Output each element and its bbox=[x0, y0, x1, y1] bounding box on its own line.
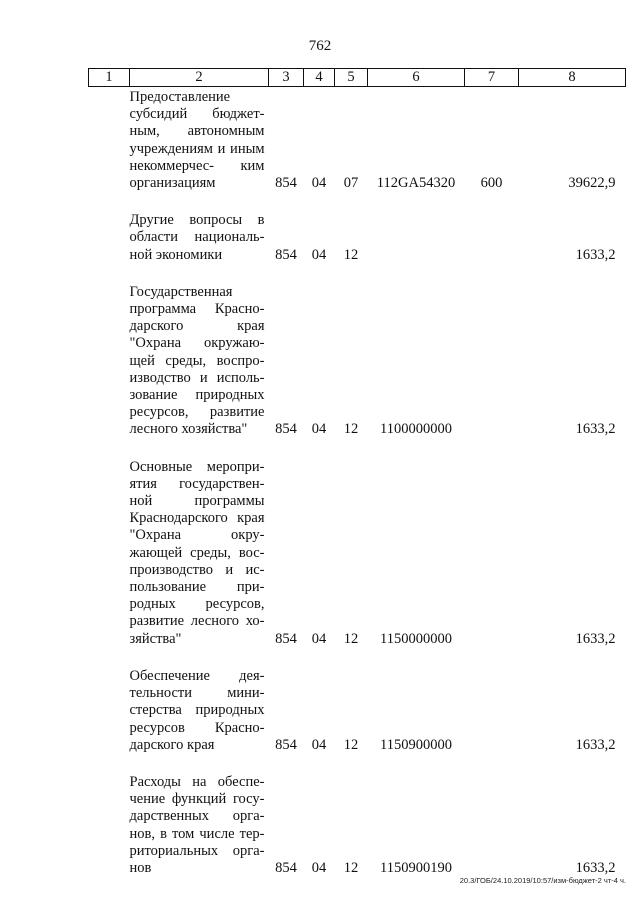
header-col-8: 8 bbox=[519, 69, 626, 87]
table-row bbox=[89, 192, 626, 264]
table-row bbox=[89, 439, 626, 648]
table-row bbox=[89, 264, 626, 439]
row-amount: 1633,2 bbox=[575, 630, 616, 647]
row-name: Основные меропри- ятия государствен- ной программы Краснодарского края "Охрана окру- жающей среды, вос- производство и ис- пользование при- родных ресурсов, развитие лесного хо- зяйства" bbox=[129, 458, 265, 647]
row-name: Обеспечение дея- тельности мини- стерства природных ресурсов Красно- дарского края bbox=[129, 667, 265, 753]
row-target-article: 1150900000 bbox=[380, 736, 452, 753]
row-subsection: 12 bbox=[343, 246, 359, 263]
row-ministry-code: 854 bbox=[275, 421, 297, 438]
row-name: Расходы на обеспе- чение функций госу- дарственных орга- нов, в том числе тер- риториальных орга- нов bbox=[129, 773, 265, 876]
row-expense-type bbox=[465, 439, 519, 648]
budget-table bbox=[88, 68, 626, 877]
row-amount: 39622,9 bbox=[568, 175, 616, 192]
row-target-article: 1150000000 bbox=[380, 630, 452, 647]
row-subsection: 12 bbox=[343, 630, 359, 647]
row-amount: 1633,2 bbox=[575, 859, 616, 876]
row-name: Государственная программа Красно- дарского края "Охрана окружаю- щей среды, воспро- изводство и исполь- зование природных ресурсов, развитие лесного хозяйства" bbox=[129, 283, 265, 438]
row-expense-type bbox=[465, 192, 519, 264]
row-target-article: 1100000000 bbox=[380, 421, 452, 438]
row-amount: 1633,2 bbox=[575, 421, 616, 438]
row-section: 04 bbox=[311, 859, 327, 876]
row-subsection: 12 bbox=[343, 736, 359, 753]
row-ministry-code: 854 bbox=[275, 630, 297, 647]
row-ministry-code: 854 bbox=[275, 175, 297, 192]
row-section: 04 bbox=[311, 630, 327, 647]
header-col-3: 3 bbox=[269, 69, 304, 87]
row-section: 04 bbox=[311, 736, 327, 753]
row-expense-type bbox=[465, 754, 519, 877]
header-row bbox=[89, 69, 626, 87]
row-target-article: 112GA54320 bbox=[376, 175, 456, 192]
row-ministry-code: 854 bbox=[275, 246, 297, 263]
page-number: 762 bbox=[308, 38, 332, 54]
header-col-5: 5 bbox=[335, 69, 368, 87]
row-amount: 1633,2 bbox=[575, 246, 616, 263]
row-amount: 1633,2 bbox=[575, 736, 616, 753]
row-section: 04 bbox=[311, 175, 327, 192]
row-name: Другие вопросы в области националь- ной экономики bbox=[129, 212, 265, 263]
row-subsection: 12 bbox=[343, 859, 359, 876]
row-ministry-code: 854 bbox=[275, 736, 297, 753]
document-footer: 20.3/ГОБ/24.10.2019/10:57/изм-бюджет-2 чт-4 ч. bbox=[459, 876, 626, 885]
row-expense-type bbox=[465, 648, 519, 754]
row-target-article: 1150900190 bbox=[380, 859, 452, 876]
row-target-article bbox=[368, 192, 465, 264]
header-col-1: 1 bbox=[89, 69, 130, 87]
header-col-7: 7 bbox=[465, 69, 519, 87]
header-col-2: 2 bbox=[130, 69, 269, 87]
row-ministry-code: 854 bbox=[275, 859, 297, 876]
row-subsection: 12 bbox=[343, 421, 359, 438]
row-expense-type: 600 bbox=[480, 175, 503, 192]
row-section: 04 bbox=[311, 246, 327, 263]
table-row bbox=[89, 648, 626, 754]
table-row bbox=[89, 754, 626, 877]
row-subsection: 07 bbox=[343, 175, 359, 192]
row-name: Предоставление субсидий бюджет- ным, автономным учреждениям и иным некоммерчес- ким организациям bbox=[129, 89, 265, 192]
row-expense-type bbox=[465, 264, 519, 439]
table-row bbox=[89, 87, 626, 193]
header-col-4: 4 bbox=[304, 69, 335, 87]
header-col-6: 6 bbox=[368, 69, 465, 87]
row-section: 04 bbox=[311, 421, 327, 438]
